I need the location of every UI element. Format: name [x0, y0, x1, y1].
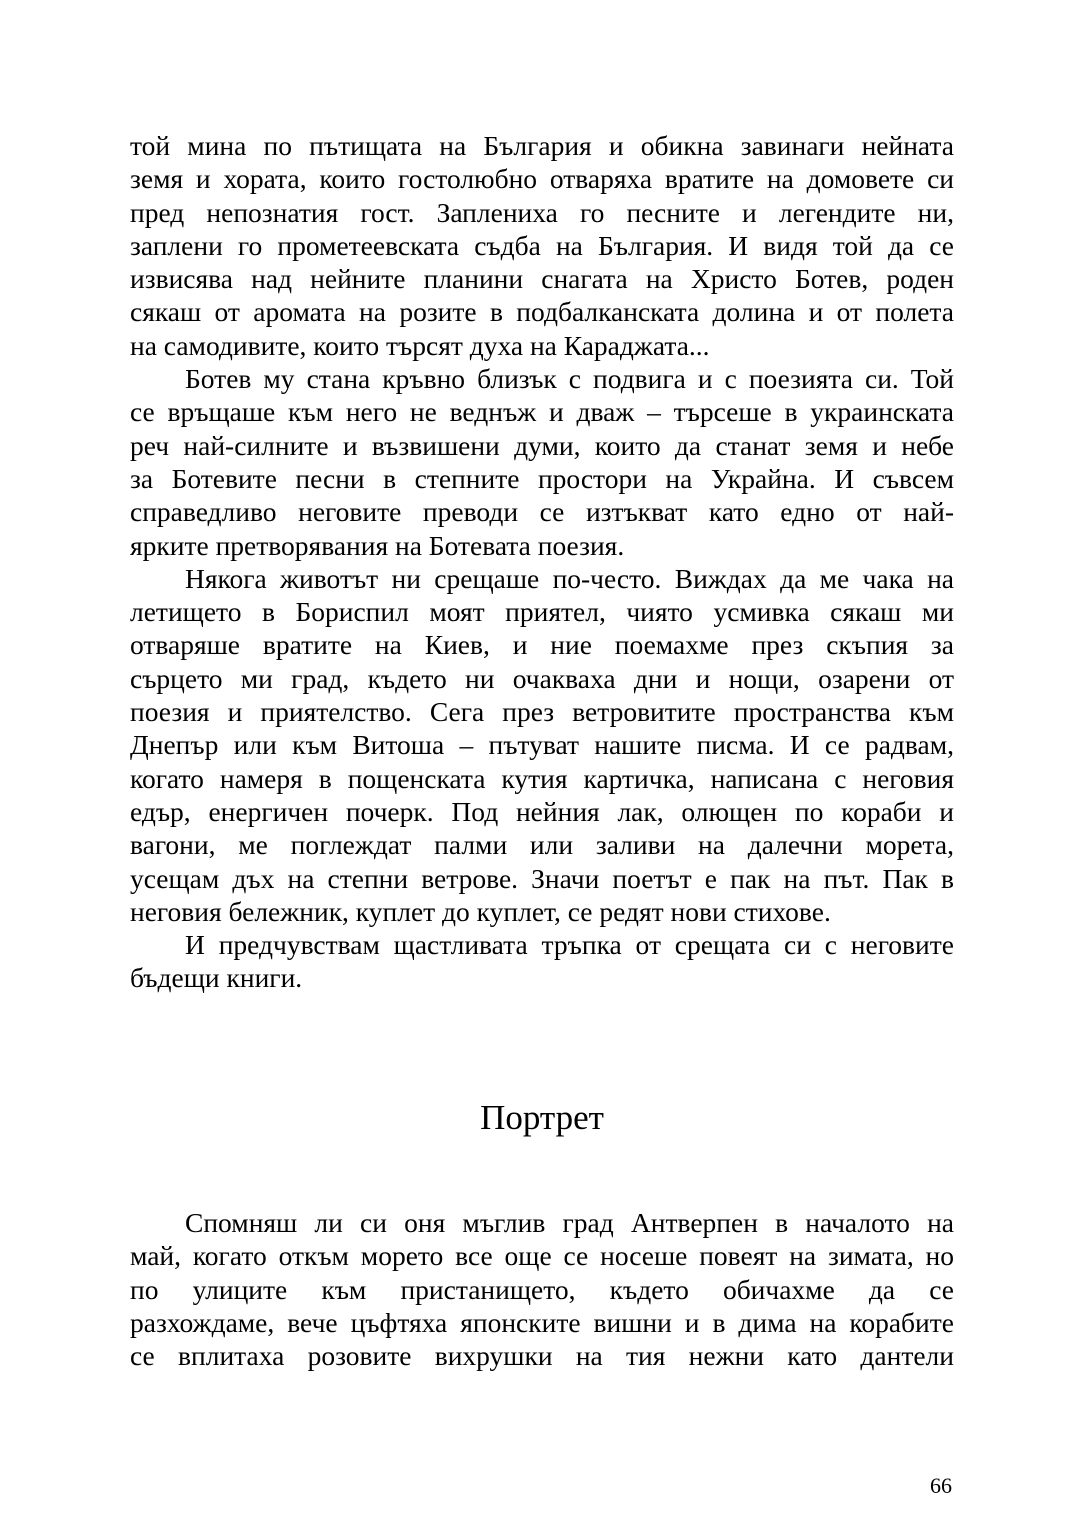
text-line: Ботев му стана кръвно близък с подвига и с поезията си. Той	[185, 363, 954, 395]
text-line: вагони, ме поглеждат палми или заливи на далечни морета,	[130, 829, 954, 861]
body-text-section-2	[130, 1206, 954, 1372]
body-text-section-1	[130, 129, 954, 995]
text-line: отваряше вратите на Киев, и ние поемахме през скъпия за	[130, 629, 954, 661]
text-line: се връщаше към него не веднъж и дваж – търсеше в украинската	[130, 396, 954, 428]
text-line: пред непознатия гост. Заплениха го песните и легендите ни,	[130, 196, 954, 228]
text-line: бъдещи книги.	[130, 962, 303, 994]
text-line: по улиците към пристанището, където обичахме да се	[130, 1273, 954, 1305]
text-line: той мина по пътищата на България и обикна завинаги нейната	[130, 130, 954, 161]
paragraph	[130, 928, 954, 995]
text-line: реч най-силните и възвишени думи, които да станат земя и небе	[130, 429, 954, 461]
text-line: сърцето ми град, където ни очакваха дни и нощи, озарени от	[130, 662, 954, 694]
paragraph	[130, 562, 954, 928]
text-line: усещам дъх на степни ветрове. Значи поетът е пак на път. Пак в	[130, 862, 954, 894]
text-line: едър, енергичен почерк. Под нейния лак, олющен по кораби и	[130, 795, 954, 827]
page-number: 66	[930, 1473, 952, 1498]
text-line: ярките претворявания на Ботевата поезия.	[130, 529, 625, 561]
section-heading: Портрет	[480, 1098, 604, 1137]
text-line: летището в Бориспил моят приятел, чиято усмивка сякаш ми	[130, 596, 954, 628]
text-line: на самодивите, които търсят духа на Караджата...	[130, 329, 710, 361]
text-line: Днепър или към Витоша – пътуват нашите писма. И се радвам,	[130, 729, 954, 761]
text-line: извисява над нейните планини снагата на Христо Ботев, роден	[130, 263, 954, 295]
text-line: май, когато откъм морето все още се носеше повеят на зимата, но	[130, 1240, 954, 1272]
text-line: Някога животът ни срещаше по-често. Виждах да ме чака на	[185, 562, 954, 594]
paragraph	[130, 362, 954, 562]
paragraph	[130, 1206, 954, 1372]
text-line: И предчувствам щастливата тръпка от срещата си с неговите	[185, 929, 954, 961]
text-line: разхождаме, вече цъфтяха японските вишни и в дима на корабите	[130, 1306, 954, 1338]
text-line: сякаш от аромата на розите в подбалканската долина и от полета	[130, 296, 954, 328]
text-line: за Ботевите песни в степните простори на Украйна. И съвсем	[130, 462, 954, 494]
text-line: неговия бележник, куплет до куплет, се редят нови стихове.	[130, 895, 831, 927]
text-line: справедливо неговите преводи се изтъкват като едно от най-	[130, 496, 954, 528]
paragraph	[130, 129, 954, 362]
text-line: Спомняш ли си оня мъглив град Антверпен в началото на	[185, 1207, 954, 1238]
text-line: поезия и приятелство. Сега през ветровитите пространства към	[130, 696, 954, 728]
text-line: се вплитаха розовите вихрушки на тия нежни като дантели	[130, 1340, 954, 1372]
text-line: заплени го прометеевската съдба на България. И видя той да се	[130, 229, 954, 261]
text-line: когато намеря в пощенската кутия картичка, написана с неговия	[130, 762, 954, 794]
text-line: земя и хората, които гостолюбно отваряха вратите на домовете си	[130, 163, 954, 195]
